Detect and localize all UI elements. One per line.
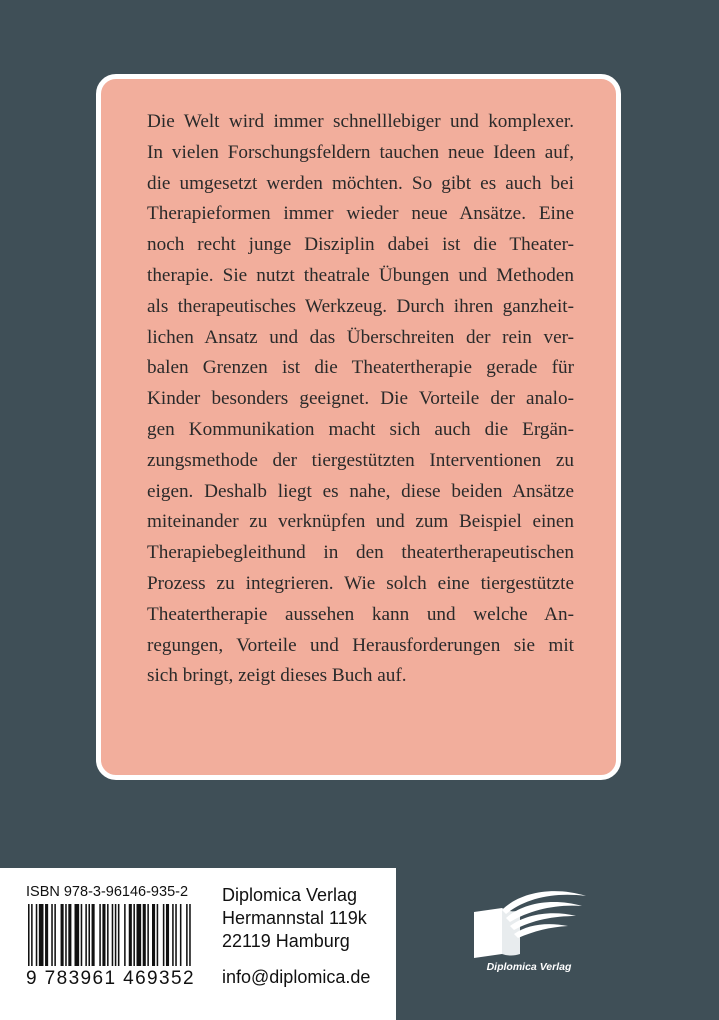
barcode-bar [28,904,30,966]
barcode-bar [112,904,114,966]
blurb-line: noch recht junge Disziplin dabei ist die Theater- [147,234,574,256]
blurb-line: regungen, Vorteile und Herausforderungen sie mit [147,634,574,656]
barcode-bar [54,904,56,966]
barcode-bar [133,904,135,966]
barcode-bar [180,904,182,966]
barcode-bar [81,904,83,966]
blurb-line: lichen Ansatz und das Überschreiten der rein ver- [147,326,574,348]
blurb-line: therapie. Sie nutzt theatrale Übungen und Methoden [147,264,574,286]
isbn-label: ISBN 978-3-96146-935-2 [26,884,189,900]
blurb-line: zungsmethode der tiergestützten Interventionen zu [147,449,574,471]
barcode-bar [124,904,126,966]
barcode-bar [31,904,33,966]
blurb-line: Prozess zu integrieren. Wie solch eine tiergestützte [147,572,574,594]
blurb-line: die umgesetzt werden möchten. So gibt es auch bei [147,172,574,194]
barcode-bar [68,904,71,966]
publisher-city: 22119 Hamburg [222,931,350,951]
barcode-bar [118,904,120,966]
barcode-bar [65,904,67,966]
barcode-bar [175,904,177,966]
barcode-bar [147,904,149,966]
blurb-line: Kinder besonders geeignet. Die Vorteile der analo- [147,388,574,410]
back-cover-blurb [147,107,574,692]
publisher-name: Diplomica Verlag [222,885,358,905]
publisher-street: Hermannstal 119k [222,908,367,928]
barcode-bar [115,904,117,966]
logo-caption: Diplomica Verlag [486,961,572,973]
blurb-line: Therapiebegleithund in den theatertherapeutischen [147,542,574,564]
barcode-bar [163,904,165,966]
barcode-bar [143,904,146,966]
barcode-bar [152,904,155,966]
barcode-bar [75,904,80,966]
blurb-line: Therapieformen immer wieder neue Ansätze. Eine [147,203,574,225]
barcode-bar [166,904,169,966]
blurb-line: balen Grenzen ist die Theatertherapie gerade für [147,357,574,379]
blurb-line: sich bringt, zeigt dieses Buch auf. [147,665,407,687]
barcode-bar [61,904,64,966]
blurb-line: miteinander zu verknüpfen und zum Beispiel einen [147,511,574,533]
barcode-bar [45,904,48,966]
barcode-bar [88,904,90,966]
blurb-line: als therapeutisches Werkzeug. Durch ihren ganzheit- [147,295,574,317]
barcode-bar [186,904,188,966]
barcode-bar [99,904,101,966]
barcode-bar [102,904,105,966]
barcode-bar [85,904,87,966]
barcode-bar [36,904,38,966]
blurb-line: Die Welt wird immer schnelllebiger und komplexer. [147,111,574,132]
barcode-bar [137,904,142,966]
barcode-bar [39,904,44,966]
barcode-bar [51,904,53,966]
barcode [26,904,198,966]
publisher-email[interactable]: info@diplomica.de [222,967,371,987]
barcode-bar [107,904,109,966]
barcode-bar [157,904,159,966]
blurb-line: gen Kommunikation macht sich auch die Ergän- [147,418,574,440]
barcode-digits: 9 783961 469352 [26,968,195,989]
blurb-line: Theatertherapie aussehen kann und welche An- [147,603,574,625]
barcode-bar [172,904,174,966]
blurb-line: eigen. Deshalb liegt es nahe, diese beiden Ansätze [147,480,574,502]
barcode-bar [92,904,95,966]
barcode-bar [129,904,132,966]
blurb-line: In vielen Forschungsfeldern tauchen neue Ideen auf, [147,141,574,163]
barcode-bar [189,904,191,966]
